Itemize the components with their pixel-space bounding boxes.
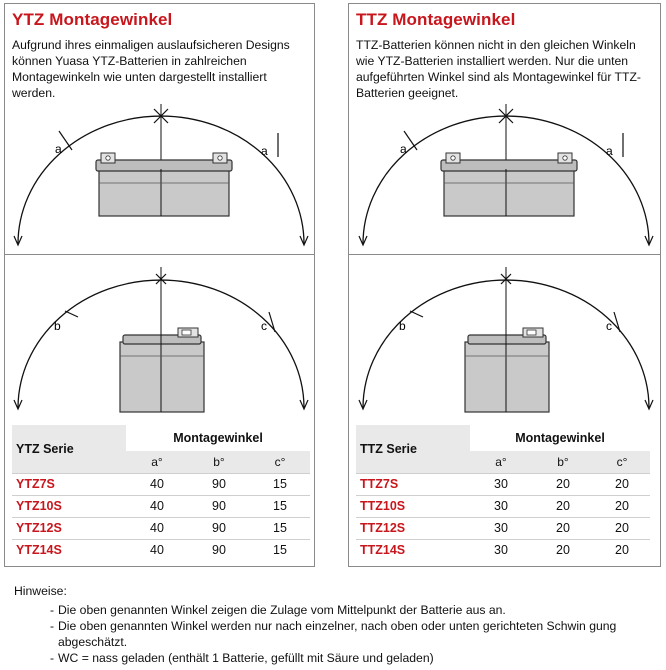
- diagram-top-graphic: [14, 104, 308, 245]
- angle-label-a-left: a: [400, 142, 407, 156]
- model-name: YTZ14S: [12, 539, 126, 561]
- angle-c: 20: [594, 473, 650, 495]
- angle-label-b: b: [54, 319, 61, 333]
- angle-tick: [65, 311, 78, 317]
- angle-tick: [410, 311, 423, 317]
- sub-header-a: a°: [470, 451, 532, 473]
- battery-body: [120, 342, 204, 412]
- table-row: [356, 495, 650, 517]
- ttz-intro: TTZ-Batterien können nicht in den gleichen Winkeln wie YTZ-Batterien installiert werden. Nur die unten aufgeführten Winkel sind als Montagewinkel für TTZ-Batterien geeignet.: [356, 38, 641, 100]
- terminal-bolt: [218, 156, 222, 160]
- upright-battery-diagram: [349, 101, 662, 256]
- terminal-bolt: [106, 156, 110, 160]
- diagram-bottom-graphic: [359, 267, 653, 412]
- diagram-separator: [349, 254, 660, 255]
- ytz-diagram-tilt: [5, 264, 314, 419]
- table-row: [356, 473, 650, 495]
- model-name: TTZ14S: [356, 539, 470, 561]
- angle-c: 15: [250, 517, 310, 539]
- diagram-bottom-graphic: [14, 267, 308, 412]
- angle-c: 15: [250, 495, 310, 517]
- notes-section: [14, 583, 654, 666]
- table-row: [356, 539, 650, 561]
- angle-b: 90: [188, 517, 250, 539]
- table-row: [12, 473, 310, 495]
- angle-c: 20: [594, 517, 650, 539]
- tilt-battery-diagram: [349, 264, 662, 419]
- ttz-angle-table: [356, 425, 650, 561]
- terminal-window: [182, 330, 191, 335]
- angle-a: 40: [126, 539, 188, 561]
- group-header: Montagewinkel: [470, 425, 650, 451]
- ttz-panel: [348, 3, 661, 567]
- angle-label-a-left: a: [55, 142, 62, 156]
- battery-body: [99, 169, 229, 216]
- battery-lid: [441, 160, 577, 171]
- battery-lid: [96, 160, 232, 171]
- angle-b: 90: [188, 473, 250, 495]
- angle-label-a-right: a: [606, 144, 613, 158]
- angle-a: 30: [470, 473, 532, 495]
- angle-b: 20: [532, 495, 594, 517]
- ytz-title: YTZ Montagewinkel: [12, 10, 173, 29]
- sub-header-a: a°: [126, 451, 188, 473]
- angle-a: 30: [470, 517, 532, 539]
- note-item: - Die oben genannten Winkel zeigen die Zulage vom Mittelpunkt der Batterie aus an.: [50, 602, 654, 618]
- upright-battery-diagram: [5, 101, 316, 256]
- series-header: TTZ Serie: [356, 425, 470, 473]
- tilt-battery-diagram: [5, 264, 316, 419]
- angle-a: 40: [126, 517, 188, 539]
- note-item: - WC = nass geladen (enthält 1 Batterie, gefüllt mit Säure und geladen): [50, 650, 654, 666]
- angle-b: 20: [532, 539, 594, 561]
- angle-a: 40: [126, 473, 188, 495]
- sub-header-b: b°: [188, 451, 250, 473]
- angle-label-c: c: [261, 319, 267, 333]
- series-header: YTZ Serie: [12, 425, 126, 473]
- angle-c: 20: [594, 539, 650, 561]
- table-row: [356, 517, 650, 539]
- ttz-title: TTZ Montagewinkel: [356, 10, 516, 29]
- battery-body: [465, 342, 549, 412]
- battery-body: [444, 169, 574, 216]
- group-header: Montagewinkel: [126, 425, 310, 451]
- model-name: TTZ10S: [356, 495, 470, 517]
- note-item: - Die oben genannten Winkel werden nur nach einzelner, nach oben oder unten gerichteten Schwin gung abgeschätzt.: [50, 618, 654, 650]
- model-name: YTZ7S: [12, 473, 126, 495]
- angle-b: 20: [532, 517, 594, 539]
- notes-heading: Hinweise:: [14, 584, 67, 598]
- angle-label-b: b: [399, 319, 406, 333]
- angle-a: 30: [470, 495, 532, 517]
- model-name: TTZ12S: [356, 517, 470, 539]
- sub-header-c: c°: [250, 451, 310, 473]
- angle-label-a-right: a: [261, 144, 268, 158]
- angle-c: 20: [594, 495, 650, 517]
- sub-header-c: c°: [594, 451, 650, 473]
- angle-tick: [614, 312, 620, 332]
- model-name: YTZ10S: [12, 495, 126, 517]
- terminal-window: [527, 330, 536, 335]
- table-row: [12, 539, 310, 561]
- ttz-diagram-upright: [349, 101, 660, 256]
- ttz-diagram-tilt: [349, 264, 660, 419]
- ytz-diagram-upright: [5, 101, 314, 256]
- ytz-intro: Aufgrund ihres einmaligen auslaufsicheren Designs können Yuasa YTZ-Batterien in zahlreichen Montagewinkeln wie unten dargestellt installiert werden.: [12, 38, 290, 100]
- angle-tick: [269, 312, 275, 332]
- terminal-bolt: [451, 156, 455, 160]
- table-row: [12, 495, 310, 517]
- angle-a: 30: [470, 539, 532, 561]
- ytz-panel: [4, 3, 315, 567]
- angle-label-c: c: [606, 319, 612, 333]
- diagram-separator: [5, 254, 314, 255]
- ytz-angle-table: [12, 425, 310, 561]
- notes-list: [50, 602, 654, 666]
- angle-c: 15: [250, 539, 310, 561]
- model-name: YTZ12S: [12, 517, 126, 539]
- angle-b: 90: [188, 495, 250, 517]
- diagram-top-graphic: [359, 104, 653, 245]
- angle-a: 40: [126, 495, 188, 517]
- model-name: TTZ7S: [356, 473, 470, 495]
- angle-b: 90: [188, 539, 250, 561]
- terminal-bolt: [563, 156, 567, 160]
- angle-c: 15: [250, 473, 310, 495]
- table-row: [12, 517, 310, 539]
- sub-header-b: b°: [532, 451, 594, 473]
- angle-b: 20: [532, 473, 594, 495]
